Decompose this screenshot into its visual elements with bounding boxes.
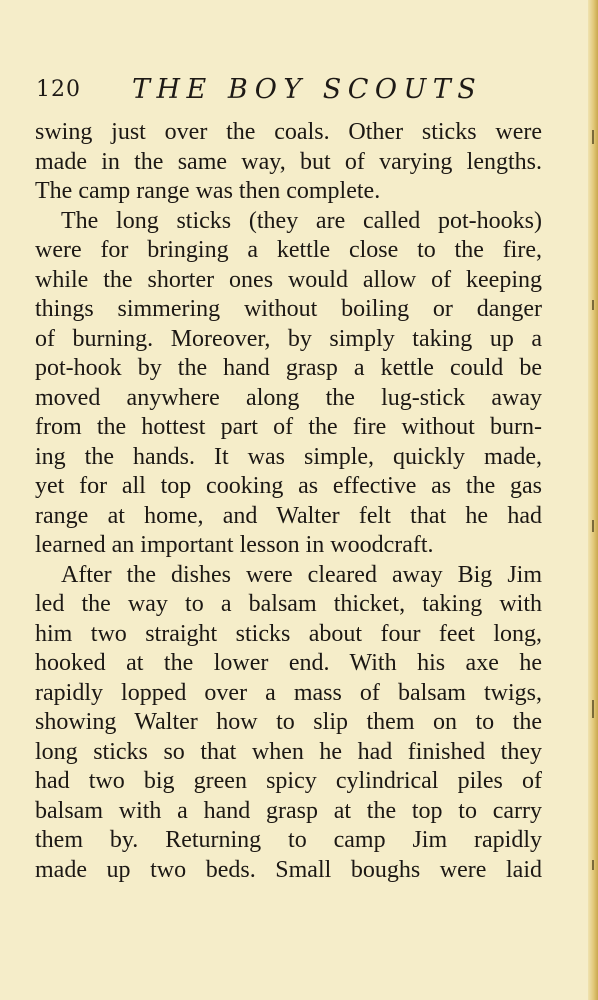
text-line: made up two beds. Small boughs were laid (35, 856, 542, 883)
text-line: ing the hands. It was simple, quickly made, (35, 443, 542, 470)
text-line: led the way to a balsam thicket, taking with (35, 591, 542, 617)
text-line: showing Walter how to slip them on to the (35, 709, 542, 735)
page-edge (588, 0, 598, 1000)
text-line: him two straight sticks about four feet long, (35, 620, 542, 647)
text-line: After the dishes were cleared away Big Jim (61, 561, 542, 588)
text-line: swing just over the coals. Other sticks were (35, 119, 542, 145)
text-line: pot-hook by the hand grasp a kettle could be (35, 355, 542, 381)
text-line: yet for all top cooking as effective as the gas (35, 473, 542, 499)
text-line: range at home, and Walter felt that he had (35, 502, 542, 529)
running-head (36, 74, 546, 104)
body-text (35, 118, 542, 885)
text-line: were for bringing a kettle close to the fire, (35, 237, 542, 263)
text-line: learned an important lesson in woodcraft. (35, 532, 434, 558)
text-line: The long sticks (they are called pot-hooks) (61, 207, 542, 234)
text-line: The camp range was then complete. (35, 178, 381, 204)
text-line: had two big green spicy cylindrical piles of (35, 768, 542, 794)
book-title: THE BOY SCOUTS (132, 74, 483, 105)
text-line: from the hottest part of the fire without burn- (35, 414, 542, 440)
text-line: rapidly lopped over a mass of balsam twigs, (35, 679, 542, 706)
text-line: moved anywhere along the lug-stick away (35, 384, 542, 411)
text-line: long sticks so that when he had finished they (35, 738, 542, 765)
text-line: them by. Returning to camp Jim rapidly (35, 827, 542, 853)
page-number: 120 (36, 77, 81, 102)
edge-mark (592, 520, 594, 532)
text-line: hooked at the lower end. With his axe he (35, 650, 542, 676)
text-line: things simmering without boiling or danger (35, 296, 542, 322)
text-line: made in the same way, but of varying lengths. (35, 148, 542, 175)
edge-mark (592, 860, 594, 870)
text-line: while the shorter ones would allow of keeping (35, 266, 542, 293)
edge-mark (592, 700, 594, 718)
edge-mark (592, 300, 594, 310)
text-line: of burning. Moreover, by simply taking up a (35, 325, 542, 352)
edge-mark (592, 130, 594, 144)
text-line: balsam with a hand grasp at the top to carry (35, 797, 542, 824)
